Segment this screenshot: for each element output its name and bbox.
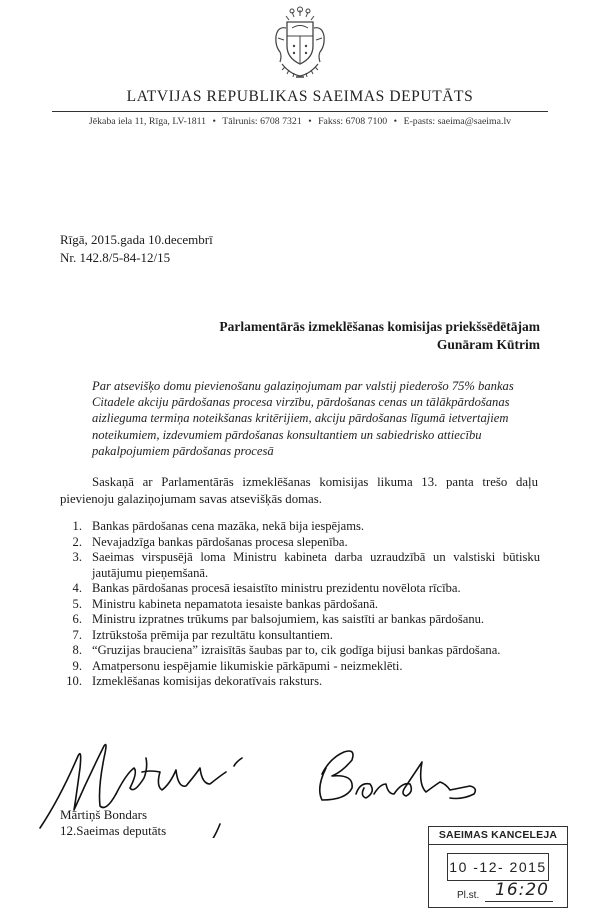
letter-date: Rīgā, 2015.gada 10.decembrī [60,232,213,247]
list-item-text: Bankas pārdošanas procesā iesaistīto ministru prezidentu novēlota rīcība. [92,581,461,595]
list-item [60,659,540,675]
list-item-number: 3. [72,550,82,564]
opinion-points-list [60,519,540,690]
email-link[interactable]: E-pasts: saeima@saeima.lv [403,116,512,127]
list-item-number: 4. [72,581,82,595]
list-item [60,628,540,644]
list-item-text: “Gruzijas brauciena” izraisītās šaubas par to, cik godīga bijusi bankas pārdošana. [92,643,501,657]
list-item-text: Ministru izpratnes trūkums par balsojumiem, kas saistīti ar bankas pārdošanu. [92,612,485,626]
list-item-text: Bankas pārdošanas cena mazāka, nekā bija iespējams. [92,519,365,533]
list-item [60,519,540,535]
list-item-number: 6. [72,612,82,626]
address-text: Jēkaba iela 11, Rīga, LV-1811 [88,116,207,127]
coat-of-arms-icon [270,6,330,84]
separator: • [308,116,312,127]
list-item-number: 9. [72,658,82,673]
addressee-block [219,318,540,354]
letterhead-divider [52,111,548,112]
stamp-title: SAEIMAS KANCELEJA [429,827,567,845]
list-item-text: Ministru kabineta nepamatota iesaiste bankas pārdošanā. [92,596,379,611]
list-item [60,581,540,597]
list-item [60,535,540,551]
list-item-text: Saeimas virspusējā loma Ministru kabineta darba uzraudzībā un valstiski būtisku jautājumu pieņemšanā. [92,550,540,580]
list-item [60,550,540,581]
list-item-text: Amatpersonu iespējamie likumiskie pārkāpumi - neizmeklēti. [92,658,403,673]
list-item-number: 7. [72,627,82,642]
letter-subject: Par atsevišķo domu pievienošanu galaziņojumam par valstij piederošo 75% bankas Citadele akciju pārdošanas procesa virzību, pārdošanas cenas un tālākpārdošanas aizlieguma termiņa noteikšanas kritērijiem, akciju pārdošanas līgumā ietvertajiem noteikumiem, izdevumiem pārdošanas konsultantiem un sabiedrisko attiecību pakalpojumiem pārdošanas procesā [92,379,514,458]
letterhead-title: LATVIJAS REPUBLIKAS SAEIMAS DEPUTĀTS [126,88,474,105]
stamp-time-label: Pl.st. [457,890,480,901]
addressee-line: Parlamentārās izmeklēšanas komisijas priekšsēdētājam [219,319,540,334]
signer-name: Mārtiņš Bondars [60,807,148,822]
list-item-text: Izmeklēšanas komisijas dekoratīvais raksturs. [92,674,323,688]
list-item [60,674,540,690]
list-item-number: 2. [72,534,82,549]
body-paragraph: Saskaņā ar Parlamentārās izmeklēšanas komisijas likuma 13. panta trešo daļu pievienoju galaziņojumam savas atsevišķās domas. [60,475,538,506]
list-item [60,643,540,659]
list-item [60,597,540,613]
registration-stamp [428,826,568,908]
fax-text: Fakss: 6708 7100 [318,116,388,127]
letter-number: Nr. 142.8/5-84-12/15 [60,250,171,265]
list-item-number: 10. [66,674,82,688]
list-item-text: Iztrūkstoša prēmija par rezultātu konsultantiem. [92,627,333,642]
list-item-text: Nevajadzīga bankas pārdošanas procesa slepenība. [92,534,348,549]
letterhead-contact [0,116,600,127]
stamp-underline [485,901,553,902]
stamp-handwritten-time: 16:20 [495,880,549,900]
list-item-number: 1. [72,519,82,533]
signer-title: 12.Saeimas deputāts [60,823,167,838]
phone-text: Tālrunis: 6708 7321 [222,116,302,127]
list-item-number: 5. [72,596,82,611]
list-item-number: 8. [72,643,82,657]
separator: • [393,116,398,127]
list-item [60,612,540,628]
stamp-date: 10 -12- 2015 [447,853,549,881]
addressee-name: Gunāram Kūtrim [436,337,540,352]
separator: • [212,116,216,127]
